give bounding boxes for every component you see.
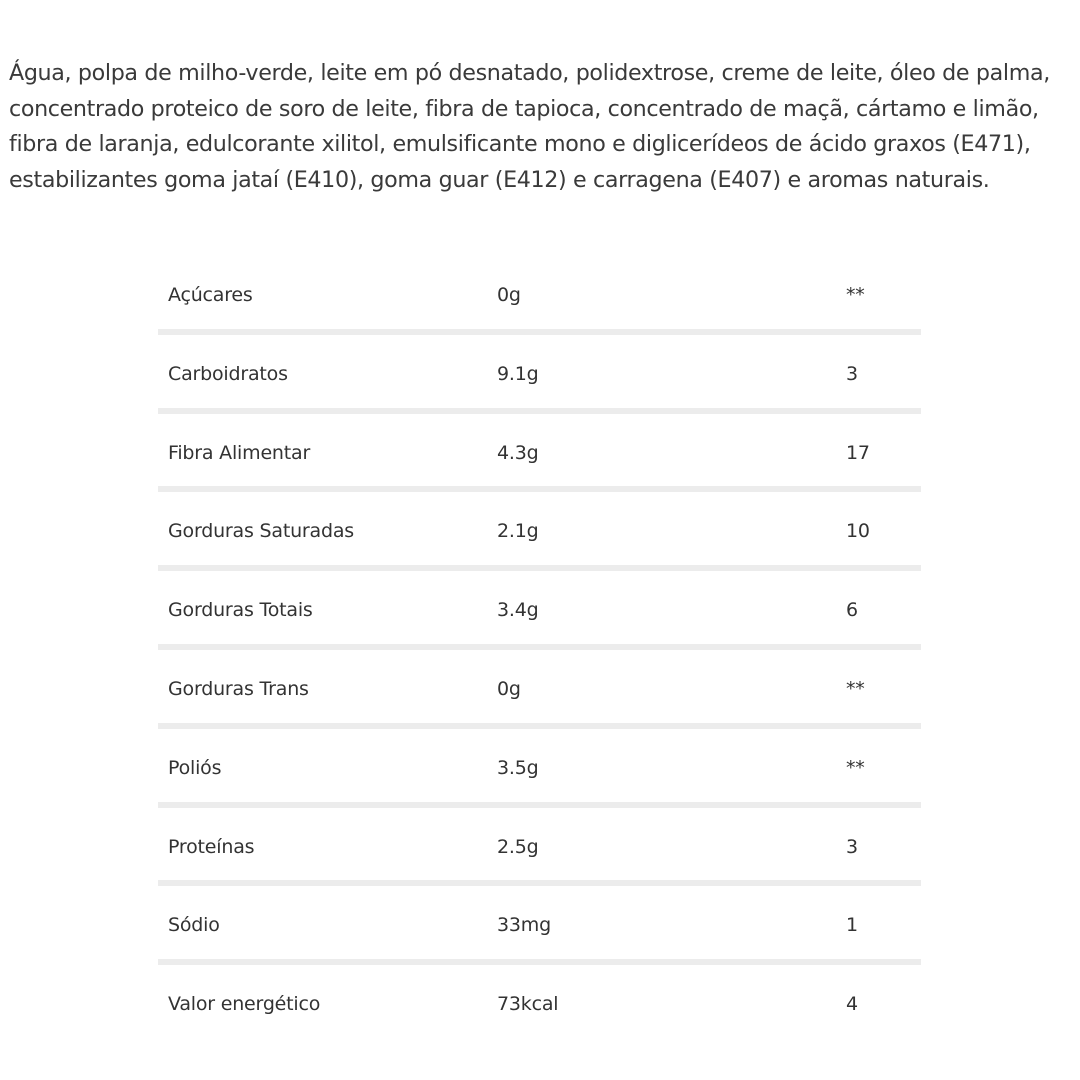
nutrition-table [158, 256, 921, 1044]
nutrient-name: Carboidratos [168, 362, 288, 385]
nutrient-name: Fibra Alimentar [168, 441, 311, 464]
nutrient-amount: 33mg [497, 914, 551, 937]
ingredients-text: Água, polpa de milho-verde, leite em pó desnatado, polidextrose, creme de leite, óleo de palma, concentrado proteico de soro de leite, fibra de tapioca, concentrado de maçã, cártamo e limão, fibra de laranja, edulcorante xilitol, emulsificante mono e diglicerídeos de ácido graxos (E471), estabilizantes goma jataí (E410), goma guar (E412) e carragena (E407) e aromas naturais. [9, 60, 1050, 193]
table-row [158, 650, 921, 729]
nutrient-name: Poliós [168, 756, 222, 779]
nutrient-amount: 4.3g [497, 441, 539, 464]
table-row [158, 729, 921, 808]
nutrient-name: Sódio [168, 914, 220, 937]
nutrient-amount: 0g [497, 284, 521, 306]
nutrient-name: Gorduras Totais [168, 599, 313, 622]
nutrient-daily-value: ** [846, 756, 865, 779]
table-row [158, 808, 921, 887]
nutrient-daily-value: 17 [846, 441, 870, 464]
nutrient-daily-value: 10 [846, 520, 870, 543]
nutrient-amount: 73kcal [497, 993, 559, 1016]
table-row [158, 414, 921, 493]
nutrient-amount: 3.4g [497, 599, 539, 622]
table-row [158, 256, 921, 335]
nutrient-amount: 2.1g [497, 520, 539, 543]
table-row [158, 571, 921, 650]
nutrient-amount: 0g [497, 677, 521, 700]
table-row [158, 886, 921, 965]
table-row [158, 335, 921, 414]
nutrient-daily-value: 6 [846, 599, 858, 622]
nutrient-name: Gorduras Saturadas [168, 520, 354, 543]
nutrient-amount: 3.5g [497, 756, 539, 779]
nutrient-name: Valor energético [168, 993, 321, 1016]
table-row [158, 965, 921, 1044]
nutrient-daily-value: 3 [846, 362, 858, 385]
table-row [158, 492, 921, 571]
nutrient-amount: 2.5g [497, 835, 539, 858]
nutrient-name: Açúcares [168, 284, 253, 306]
nutrient-amount: 9.1g [497, 362, 539, 385]
nutrient-name: Proteínas [168, 835, 255, 858]
nutrient-name: Gorduras Trans [168, 677, 309, 700]
nutrient-daily-value: 4 [846, 993, 858, 1016]
nutrient-daily-value: 1 [846, 914, 858, 937]
nutrient-daily-value: ** [846, 284, 865, 306]
nutrient-daily-value: ** [846, 677, 865, 700]
nutrient-daily-value: 3 [846, 835, 858, 858]
